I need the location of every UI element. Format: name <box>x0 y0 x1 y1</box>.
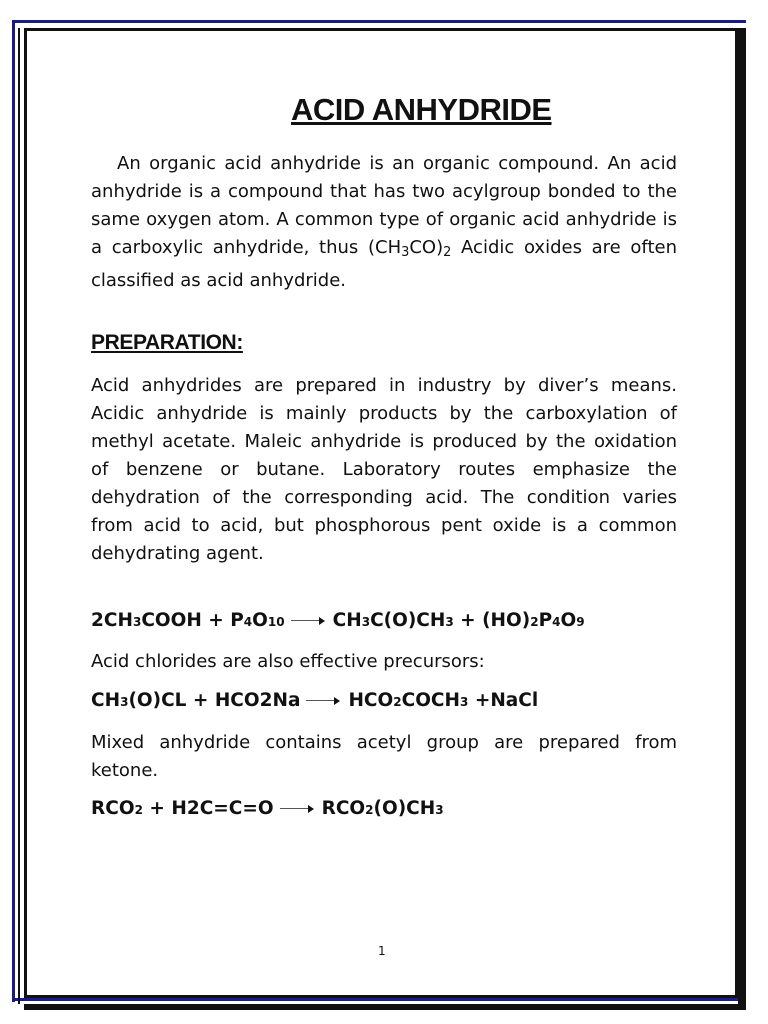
eq2-term: +NaCl <box>468 690 539 711</box>
intro-text-b: CO) <box>409 237 444 258</box>
reaction-arrow-icon <box>291 616 327 626</box>
equation-3 <box>91 798 444 819</box>
eq2-term: (O)CL + HCO2Na <box>128 690 301 711</box>
outer-border-left <box>12 20 15 1002</box>
eq3-term: + H2C=C=O <box>149 798 274 819</box>
preparation-heading: PREPARATION: <box>91 331 243 354</box>
reaction-arrow-icon <box>306 696 342 706</box>
page-number: 1 <box>378 944 386 958</box>
eq1-subscript: 4 <box>243 615 253 629</box>
eq1-term: O <box>560 610 577 631</box>
frame-shadow-right <box>738 28 746 1010</box>
frame-shadow-bottom <box>24 1004 746 1010</box>
eq1-subscript: 10 <box>267 615 285 629</box>
eq2-subscript: 3 <box>120 695 129 709</box>
reaction-arrow-icon <box>280 804 316 814</box>
eq3-term: RCO <box>321 798 366 819</box>
eq1-term: O <box>252 610 268 631</box>
preparation-paragraph: Acid anhydrides are prepared in industry by diver’s means. Acidic anhydride is mainly products by the carboxylation of methyl acetate. Maleic anhydride is produced by the oxidation of benzene or butane. Laboratory routes emphasize the dehydration of the corresponding acid. The condition varies from acid to acid, but phosphorous pent oxide is a common dehydrating agent. <box>91 375 677 564</box>
outer-border-bottom <box>12 998 746 1001</box>
page-title: ACID ANHYDRIDE <box>291 92 552 127</box>
eq3-subscript: 2 <box>365 803 374 817</box>
eq1-term: CH <box>332 610 362 631</box>
eq3-subscript: 3 <box>435 803 444 817</box>
eq1-term: C(O)CH <box>370 610 446 631</box>
eq1-subscript: 2 <box>530 615 539 629</box>
intro-text-a: An organic acid anhydride is an organic compound. An acid anhydride is a compound that has two acylgroup bonded to the same oxygen atom. A common type of organic acid anhydride is a carboxylic anhydride, thus (CH <box>91 153 677 258</box>
eq3-subscript: 2 <box>134 803 143 817</box>
intro-paragraph <box>91 150 677 295</box>
eq2-term: HCO <box>348 690 394 711</box>
intro-subscript-3: 3 <box>401 244 410 260</box>
eq1-subscript: 3 <box>132 615 142 629</box>
equation-2 <box>91 690 538 711</box>
eq2-term: COCH <box>401 690 460 711</box>
eq3-term: RCO <box>91 798 135 819</box>
eq1-term: P <box>538 610 553 631</box>
eq1-term: + (HO) <box>453 610 531 631</box>
eq1-subscript: 3 <box>361 615 371 629</box>
mixed-anhydride-text: Mixed anhydride contains acetyl group are prepared from ketone. <box>91 732 677 781</box>
eq1-term: COOH + P <box>141 610 244 631</box>
acid-chlorides-text: Acid chlorides are also effective precursors: <box>91 651 485 672</box>
frame-left-line <box>18 28 20 1004</box>
eq1-subscript: 4 <box>552 615 561 629</box>
outer-border-top <box>12 20 746 23</box>
eq1-subscript: 9 <box>576 615 585 629</box>
intro-text-c: Acidic oxides are often classified as acid anhydride. <box>91 237 677 291</box>
eq2-subscript: 2 <box>393 695 402 709</box>
eq2-term: CH <box>91 690 121 711</box>
equation-1 <box>91 610 585 631</box>
intro-subscript-2: 2 <box>443 244 452 260</box>
eq1-term: 2CH <box>91 610 133 631</box>
eq2-subscript: 3 <box>460 695 469 709</box>
eq1-subscript: 3 <box>445 615 454 629</box>
eq3-term: (O)CH <box>373 798 436 819</box>
